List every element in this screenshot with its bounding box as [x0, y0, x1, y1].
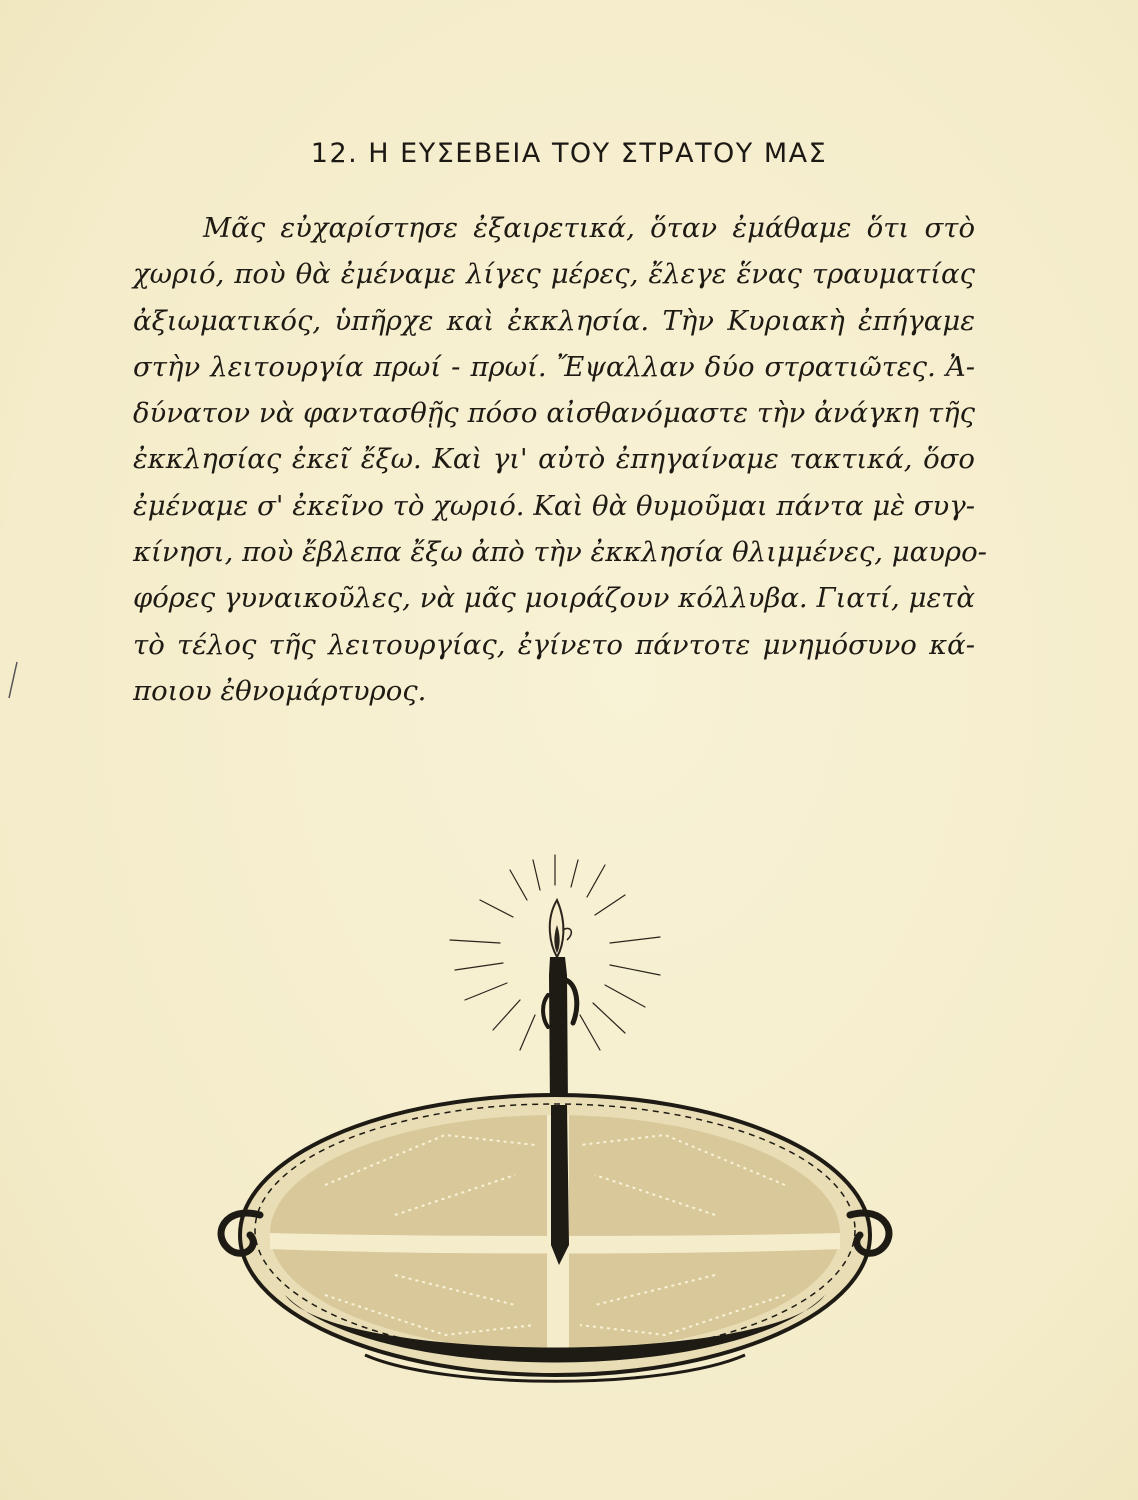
text-line: δύνατον νὰ φαντασθῇς πόσο αἰσθανόμαστε τὴν ἀνάγκη τῆς [133, 397, 975, 430]
text-line: στὴν λειτουργία πρωί - πρωί. Ἔψαλλαν δύο στρατιῶτες. Ἀ- [133, 350, 975, 383]
text-line: χωριό, ποὺ θὰ ἐμέναμε λίγες μέρες, ἔλεγε ἕνας τραυματίας [133, 258, 975, 291]
kollyva-tray-illustration [215, 845, 895, 1405]
kollyva-tray-icon [240, 1095, 870, 1381]
text-line: ἀξιωματικός, ὑπῆρχε καὶ ἐκκλησία. Τὴν Κυριακὴ ἐπήγαμε [133, 304, 975, 337]
text-line: ἐκκλησίας ἐκεῖ ἔξω. Καὶ γι' αὐτὸ ἐπηγαίναμε τακτικά, ὅσο [133, 443, 975, 476]
text-line: Μᾶς εὐχαρίστησε ἐξαιρετικά, ὅταν ἐμάθαμε ὅτι στὸ [203, 212, 975, 244]
text-line: φόρες γυναικοῦλες, νὰ μᾶς μοιράζουν κόλλυβα. Γιατί, μετὰ [133, 582, 975, 615]
text-line: κίνησι, ποὺ ἔβλεπα ἔξω ἀπὸ τὴν ἐκκλησία θλιμμένες, μαυρο- [133, 536, 987, 569]
text-line: τὸ τέλος τῆς λειτουργίας, ἐγίνετο πάντοτε μνημόσυνο κά- [133, 628, 975, 661]
margin-mark-icon [6, 660, 20, 700]
chapter-title: 12. Η ΕΥΣΕΒΕΙΑ ΤΟΥ ΣΤΡΑΤΟΥ ΜΑΣ [310, 138, 828, 169]
flame-icon [550, 900, 572, 957]
body-paragraph [133, 205, 987, 714]
text-line: ἐμέναμε σ' ἐκεῖνο τὸ χωριό. Καὶ θὰ θυμοῦμαι πάντα μὲ συγ- [133, 489, 975, 522]
text-line: ποιου ἐθνομάρτυρος. [133, 674, 427, 707]
